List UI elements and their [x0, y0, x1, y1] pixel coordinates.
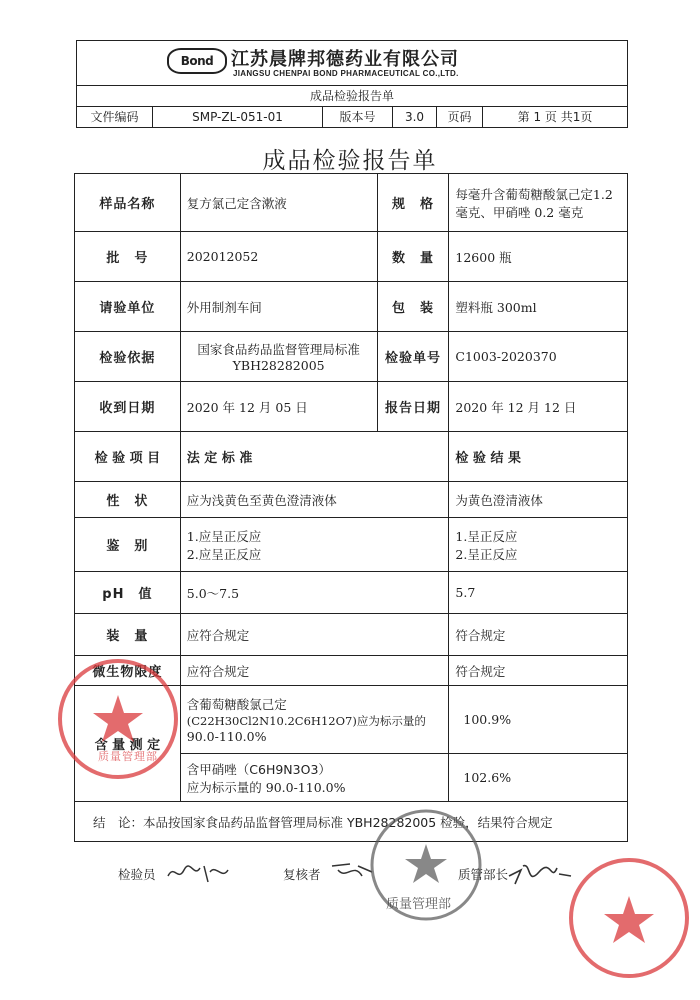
- pack: 塑料瓶 300ml: [449, 282, 628, 332]
- version: 3.0: [393, 107, 437, 127]
- test-row: [75, 572, 628, 614]
- standard-line: 2.应呈正反应: [186, 546, 262, 562]
- info-row: [75, 232, 628, 282]
- test-standard: 应符合规定: [180, 614, 449, 656]
- assay-result: 100.9%: [449, 686, 628, 754]
- recv-date-label: 收到日期: [75, 382, 181, 432]
- qty-label: 数 量: [377, 232, 449, 282]
- test-row: [75, 518, 628, 572]
- file-code-label: 文件编码: [77, 107, 153, 127]
- dept-head-label: 质管部长: [458, 867, 509, 882]
- test-item: pH 值: [75, 572, 181, 614]
- qty: 12600 瓶: [449, 232, 628, 282]
- test-standard: 应符合规定: [180, 656, 449, 686]
- standard-line: 1.应呈正反应: [186, 528, 262, 544]
- company-name-en: JIANGSU CHENPAI BOND PHARMACEUTICAL CO.,LTD.: [233, 69, 459, 78]
- report-no-label: 检验单号: [377, 332, 449, 382]
- conclusion-row: [75, 802, 628, 842]
- inspector-label: 检验员: [118, 867, 156, 882]
- assay-standard: [180, 686, 449, 754]
- recv-date: 2020 年 12 月 05 日: [180, 382, 377, 432]
- assay-standard-line: 90.0-110.0%: [186, 729, 267, 744]
- company-logo: Bond: [167, 48, 227, 74]
- test-result: 5.7: [449, 572, 628, 614]
- sample-name-label: 样品名称: [75, 174, 181, 232]
- assay-result: 102.6%: [449, 754, 628, 802]
- inspector-signature: [164, 858, 234, 888]
- info-row: [75, 332, 628, 382]
- col-item: 检 验 项 目: [75, 432, 181, 482]
- batch: 202012052: [180, 232, 377, 282]
- reviewer-label: 复核者: [283, 867, 321, 882]
- rep-date-label: 报告日期: [377, 382, 449, 432]
- test-standard: [180, 518, 449, 572]
- basis: [180, 332, 377, 382]
- seal-stamp-label: 质量管理部: [98, 750, 158, 763]
- spec: 每毫升含葡萄糖酸氯己定1.2 毫克、甲硝唑 0.2 毫克: [449, 174, 628, 232]
- test-result: [449, 518, 628, 572]
- company-name-cn: 江苏晨牌邦德药业有限公司: [231, 49, 459, 70]
- report-no: C1003-2020370: [449, 332, 628, 382]
- distributor-seal-stamp: [565, 854, 693, 982]
- assay-standard: [180, 754, 449, 802]
- spec-label: 规 格: [377, 174, 449, 232]
- test-item: 鉴 别: [75, 518, 181, 572]
- result-line: 2.呈正反应: [455, 546, 518, 562]
- test-result: 符合规定: [449, 614, 628, 656]
- assay-standard-line: 含葡萄糖酸氯己定: [186, 697, 287, 712]
- dept: 外用制剂车间: [180, 282, 377, 332]
- report-title: 成品检验报告单: [262, 148, 438, 174]
- file-code: SMP-ZL-051-01: [153, 107, 323, 127]
- col-standard: 法 定 标 准: [180, 432, 449, 482]
- file-info-row: [77, 107, 627, 127]
- test-result: 符合规定: [449, 656, 628, 686]
- version-label: 版本号: [323, 107, 393, 127]
- page-label: 页码: [437, 107, 483, 127]
- info-row: [75, 382, 628, 432]
- basis-line-1: 国家食品药品监督管理局标准: [197, 342, 360, 357]
- column-header-row: [75, 432, 628, 482]
- rep-date: 2020 年 12 月 12 日: [449, 382, 628, 432]
- result-line: 1.呈正反应: [455, 528, 518, 544]
- page-info: 第 1 页 共1页: [517, 110, 593, 124]
- test-standard: 5.0～7.5: [180, 572, 449, 614]
- assay-standard-line: 含甲硝唑（C6H9N3O3）: [186, 761, 331, 777]
- info-row: [75, 282, 628, 332]
- assay-item: 含 量 测 定: [75, 686, 181, 802]
- test-result: 为黄色澄清液体: [449, 482, 628, 518]
- form-title: 成品检验报告单: [77, 86, 627, 107]
- col-result: 检 验 结 果: [449, 432, 628, 482]
- pack-label: 包 装: [377, 282, 449, 332]
- conclusion: 结 论：本品按国家食品药品监督管理局标准 YBH28282005 检验，结果符合规定: [75, 802, 628, 842]
- sample-name: 复方氯己定含漱液: [180, 174, 377, 232]
- test-row: [75, 614, 628, 656]
- test-item: 装 量: [75, 614, 181, 656]
- test-item: 微生物限度: [75, 656, 181, 686]
- dept-label: 请验单位: [75, 282, 181, 332]
- test-item: 性 状: [75, 482, 181, 518]
- test-row: [75, 482, 628, 518]
- info-row: [75, 174, 628, 232]
- basis-line-2: YBH28282005: [232, 358, 325, 373]
- document-header: [76, 40, 628, 128]
- assay-standard-line: (C22H30Cl2N10.2C6H12O7)应为标示量的: [186, 714, 426, 728]
- basis-label: 检验依据: [75, 332, 181, 382]
- test-standard: 应为浅黄色至黄色澄清液体: [180, 482, 449, 518]
- assay-standard-line: 应为标示量的 90.0-110.0%: [186, 779, 346, 795]
- batch-label: 批 号: [75, 232, 181, 282]
- quality-stamp-label: 质量管理部: [386, 897, 452, 912]
- company-banner: [77, 41, 627, 86]
